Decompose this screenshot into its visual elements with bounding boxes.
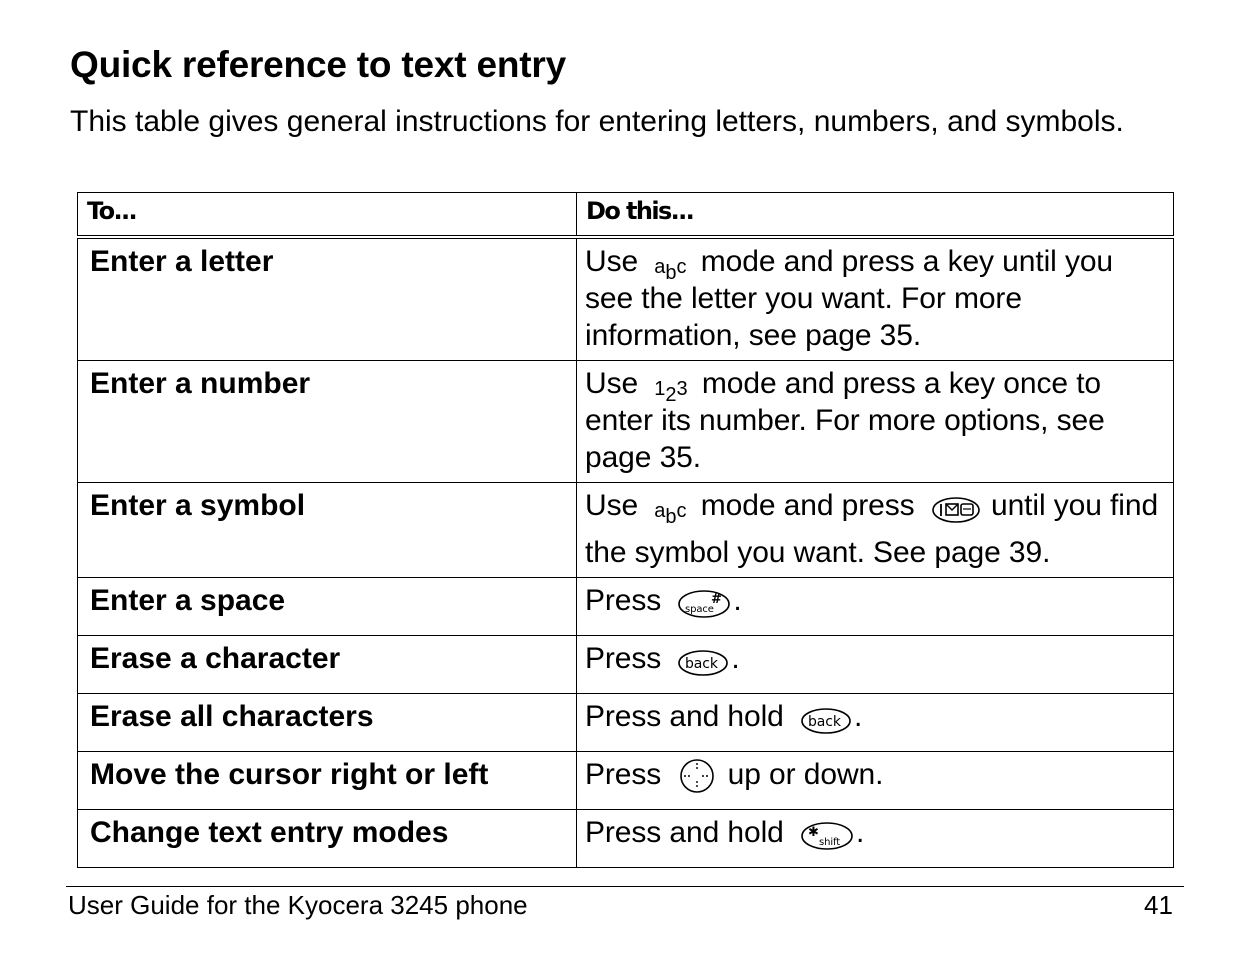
row-instruction: Press # space . <box>577 577 1174 635</box>
row-action: Erase a character <box>78 635 577 693</box>
svg-text:back: back <box>685 655 719 672</box>
row-action: Enter a number <box>78 360 577 482</box>
page-number: 41 <box>1144 890 1173 920</box>
footer-rule <box>66 886 1184 887</box>
svg-text:space: space <box>685 603 715 615</box>
svg-text:✱: ✱ <box>807 824 819 840</box>
row-instruction: Press and hold ✱ shift . <box>577 809 1174 867</box>
123-mode-icon: 123 <box>654 377 688 406</box>
space-pound-key-icon <box>677 588 731 629</box>
table-row <box>78 693 1174 751</box>
table-row <box>78 360 1174 482</box>
star-shift-key-icon <box>800 820 854 861</box>
row-instruction: Use 123 mode and press a key once to enter its number. For more options, see page 35. <box>577 360 1174 482</box>
row-action: Enter a space <box>78 577 577 635</box>
svg-text:back: back <box>807 713 841 730</box>
table-row <box>78 237 1174 361</box>
row-instruction: Use abc mode and press a key until you see the letter you want. For more information, see page 35. <box>577 237 1174 361</box>
row-action: Enter a letter <box>78 237 577 361</box>
table-row <box>78 809 1174 867</box>
table-header-row <box>78 193 1174 237</box>
navigation-key-icon <box>677 758 717 803</box>
row-instruction: Press and hold back . <box>577 693 1174 751</box>
svg-text:shift: shift <box>818 836 841 848</box>
text-entry-reference-table <box>77 192 1174 868</box>
table-row <box>78 482 1174 577</box>
intro-paragraph: This table gives general instructions for entering letters, numbers, and symbols. <box>70 105 1124 138</box>
abc-mode-icon: abc <box>654 499 687 528</box>
svg-text:#: # <box>711 591 723 607</box>
page-title: Quick reference to text entry <box>70 44 566 85</box>
table-row <box>78 577 1174 635</box>
table-row <box>78 751 1174 809</box>
row-action: Enter a symbol <box>78 482 577 577</box>
column-header-to: To... <box>78 193 577 237</box>
back-key-icon <box>677 648 729 687</box>
message-key-icon <box>931 495 981 534</box>
column-header-do-this: Do this... <box>577 193 1174 237</box>
footer-guide-title: User Guide for the Kyocera 3245 phone <box>68 890 528 920</box>
row-instruction: Press up or down. <box>577 751 1174 809</box>
row-action: Change text entry modes <box>78 809 577 867</box>
back-key-icon <box>800 706 852 745</box>
row-instruction: Press back . <box>577 635 1174 693</box>
row-action: Move the cursor right or left <box>78 751 577 809</box>
abc-mode-icon: abc <box>654 255 687 284</box>
row-instruction: Use abc mode and press until you find the symbol you want. See page 39. <box>577 482 1174 577</box>
row-action: Erase all characters <box>78 693 577 751</box>
table-row <box>78 635 1174 693</box>
